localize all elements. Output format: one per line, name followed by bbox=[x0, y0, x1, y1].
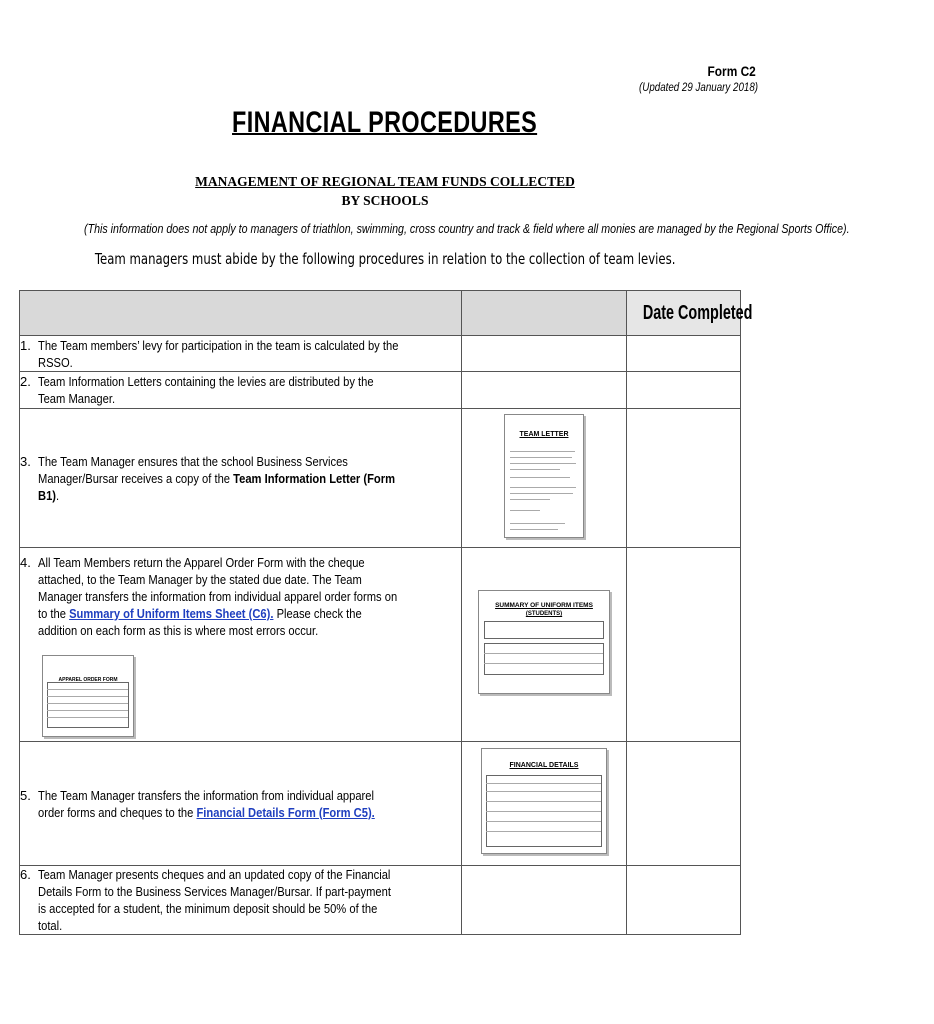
table-row bbox=[20, 336, 741, 372]
page-title: FINANCIAL PROCEDURES bbox=[232, 106, 538, 139]
row-text: Team Manager presents cheques and an updated copy of the Financial Details Form to the Business Services Manager/Bursar. If part-payment is accepted for a student, the minimum deposit should be 50% of the total. bbox=[38, 867, 391, 933]
financial-details-form-link[interactable]: Financial Details Form (Form C5). bbox=[196, 804, 375, 820]
date-completed-cell[interactable] bbox=[627, 409, 741, 548]
date-completed-cell[interactable] bbox=[627, 336, 741, 372]
header-cell-date bbox=[627, 291, 753, 336]
date-completed-cell[interactable] bbox=[627, 548, 741, 742]
table-row bbox=[20, 372, 741, 409]
table-row bbox=[20, 866, 741, 935]
date-completed-cell[interactable] bbox=[627, 372, 741, 409]
row-text: The Team members’ levy for participation in the team is calculated by the RSSO. bbox=[38, 337, 399, 370]
thumbnail-title: SUMMARY OF UNIFORM ITEMS bbox=[495, 602, 593, 609]
row-image-cell bbox=[462, 409, 627, 548]
abide-statement: Team managers must abide by the following procedures in relation to the collection of team levies. bbox=[94, 250, 676, 268]
date-completed-header: Date Completed bbox=[642, 301, 753, 324]
row-number: 1. bbox=[20, 337, 31, 353]
row-number: 3. bbox=[20, 453, 31, 469]
summary-uniform-items-link[interactable]: Summary of Uniform Items Sheet (C6). bbox=[69, 606, 274, 621]
updated-date: (Updated 29 January 2018) bbox=[638, 82, 758, 94]
row-image-cell bbox=[462, 336, 627, 372]
subtitle-line-1: MANAGEMENT OF REGIONAL TEAM FUNDS COLLECTED bbox=[195, 174, 575, 189]
row-number: 4. bbox=[20, 555, 31, 570]
table-row bbox=[20, 742, 741, 866]
team-info-letter-ref: Team Information Letter (Form B1) bbox=[38, 470, 396, 503]
exclusion-note: (This information does not apply to managers of triathlon, swimming, cross country and track & field where all monies are managed by the Regional Sports Office). bbox=[84, 221, 850, 236]
table-row bbox=[20, 409, 741, 548]
row-image-cell bbox=[462, 742, 627, 866]
thumbnail-title: FINANCIAL DETAILS bbox=[509, 762, 579, 769]
thumbnail-title: TEAM LETTER bbox=[519, 430, 569, 438]
subtitle bbox=[0, 172, 770, 210]
apparel-order-form-thumbnail bbox=[42, 655, 134, 737]
summary-uniform-thumbnail bbox=[478, 590, 610, 694]
row-number: 5. bbox=[20, 787, 31, 803]
row-image-cell bbox=[462, 866, 627, 935]
header-cell-blank-2 bbox=[462, 291, 627, 336]
row-text: The Team Manager transfers the information from individual apparel order forms and cheques to the Financial Details Form (Form C5). bbox=[38, 787, 375, 820]
table-header-row bbox=[20, 291, 741, 336]
row-number: 6. bbox=[20, 867, 31, 882]
date-completed-cell[interactable] bbox=[627, 742, 741, 866]
date-completed-cell[interactable] bbox=[627, 866, 741, 935]
row-number: 2. bbox=[20, 374, 31, 389]
row-text: The Team Manager ensures that the school Business Services Manager/Bursar receives a copy of the Team Information Letter (Form B1). bbox=[38, 453, 396, 503]
table-row bbox=[20, 548, 741, 742]
subtitle-line-2: BY SCHOOLS bbox=[341, 193, 429, 208]
row-image-cell bbox=[462, 372, 627, 409]
row-text: All Team Members return the Apparel Order Form with the cheque attached, to the Team Manager by the stated due date. The Team Manager transfers the information from individual apparel order forms on to the Summary of Uniform Items Sheet (C6). Please check the addition on each form as this is where most errors occur. bbox=[38, 555, 398, 638]
form-code: Form C2 bbox=[707, 63, 756, 79]
thumbnail-title: APPAREL ORDER FORM bbox=[58, 677, 118, 683]
procedures-table bbox=[19, 290, 753, 935]
financial-details-thumbnail bbox=[481, 748, 607, 854]
header-cell-blank bbox=[20, 291, 462, 336]
team-letter-thumbnail bbox=[504, 414, 584, 538]
row-text: Team Information Letters containing the levies are distributed by the Team Manager. bbox=[38, 374, 374, 406]
thumbnail-subtitle: (STUDENTS) bbox=[525, 611, 563, 617]
row-image-cell bbox=[462, 548, 627, 742]
